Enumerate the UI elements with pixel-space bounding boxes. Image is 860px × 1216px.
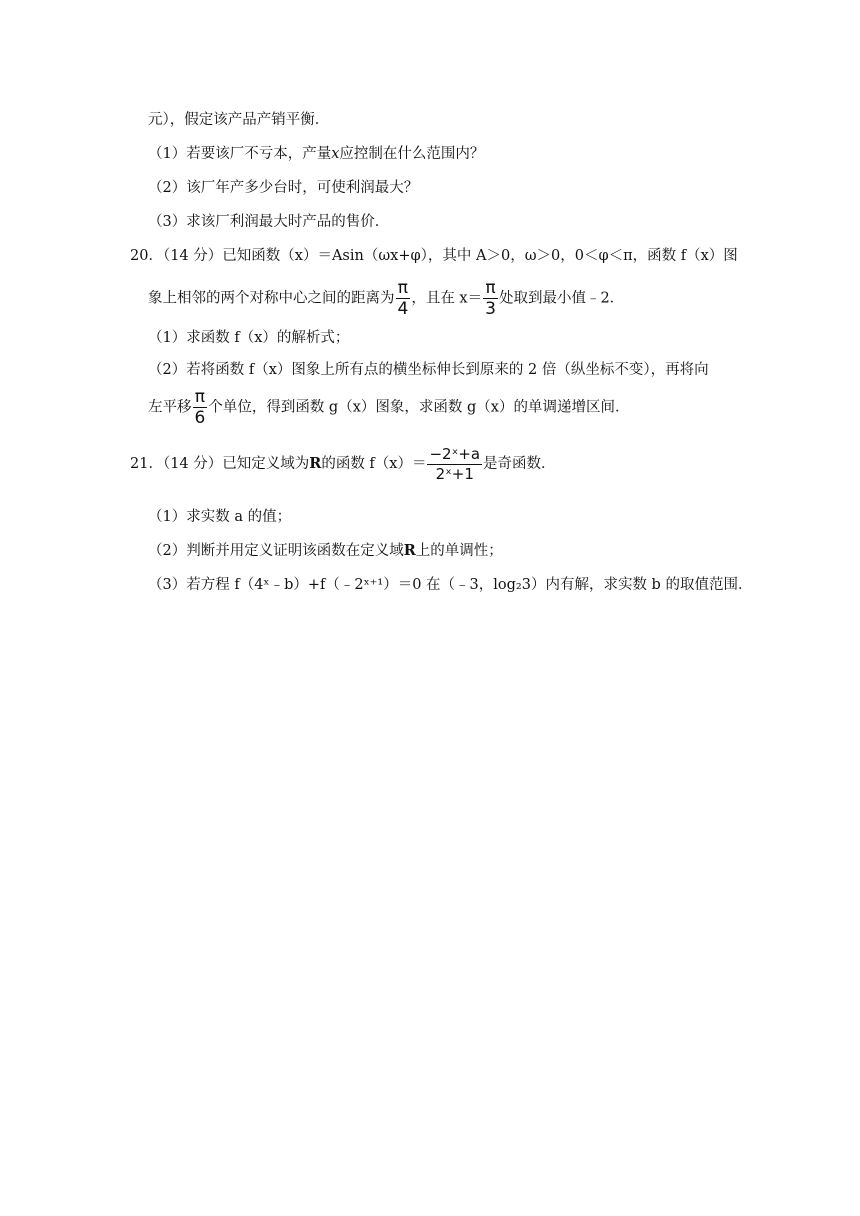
q20-part1: （1）求函数 f（x）的解析式； xyxy=(148,330,350,346)
fraction-function-definition xyxy=(427,445,482,484)
q21-stem-tail: 是奇函数． xyxy=(483,456,556,472)
q20-stem-line1-text: 20．（14 分）已知函数 xyxy=(130,248,281,264)
q21-stem-b: 的函数 f（x）＝ xyxy=(321,456,427,472)
q20-line5-a: 左平移 xyxy=(148,399,192,416)
fraction-denominator: 3 xyxy=(485,299,496,319)
q20-stem-line1 xyxy=(130,246,738,266)
q21-stem xyxy=(130,443,556,484)
fraction-denominator: 4 xyxy=(397,299,409,319)
q19-part2: （2）该厂年产多少台时，可使利润最大？ xyxy=(148,180,419,196)
q19-part3: （3）求该厂利润最大时产品的售价． xyxy=(148,214,390,230)
q20-line5-b: 个单位，得到函数 g（x）图象，求函数 g（x）的单调递增区间． xyxy=(208,399,630,416)
q20-line2-a: 象上相邻的两个对称中心之间的距离为 xyxy=(148,290,395,307)
q20-line2-b: ，且在 x＝ xyxy=(411,290,483,307)
q20-line2-c: 处取到最小值﹣2． xyxy=(498,290,625,307)
q21-stem-a: 21．（14 分）已知定义域为 xyxy=(130,456,310,472)
q19-part1-tail: 应控制在什么范围内？ xyxy=(339,146,485,162)
q19-continuation: 元），假定该产品产销平衡． xyxy=(148,112,330,128)
fraction-denominator: 2ˣ+1 xyxy=(427,464,482,484)
fraction-pi-over-3 xyxy=(483,278,498,319)
q21-part2-R: R xyxy=(403,542,416,559)
fraction-denominator: 6 xyxy=(194,408,206,428)
q20-stem-line2 xyxy=(148,278,624,319)
fraction-pi-over-6 xyxy=(193,387,208,428)
fraction-numerator: π xyxy=(485,278,496,298)
q21-domain-R: R xyxy=(309,455,322,472)
q21-part2-b: 上的单调性； xyxy=(415,543,503,559)
q21-part2-a: （2）判断并用定义证明该函数在定义域 xyxy=(148,543,404,559)
q19-part1-var: x xyxy=(331,146,340,162)
q20-part2: （2）若将函数 f（x）图象上所有点的横坐标伸长到原来的 2 倍（纵坐标不变），再将向 xyxy=(148,362,709,378)
q19-part1-lead: （1）若要该厂不亏本，产量 xyxy=(148,146,332,162)
q21-part1: （1）求实数 a 的值； xyxy=(148,509,292,525)
q20-stem-equation: （x）＝Asin（ωx+φ），其中 A＞0，ω＞0，0＜φ＜π，函数 f（x）图 xyxy=(280,248,738,264)
fraction-pi-over-4 xyxy=(396,278,411,319)
fraction-numerator: π xyxy=(194,387,206,407)
fraction-numerator: −2ˣ+a xyxy=(429,444,481,463)
q19-part1 xyxy=(148,144,484,164)
fraction-numerator: π xyxy=(397,278,409,298)
q20-part2-line2 xyxy=(148,387,629,428)
q21-part3: （3）若方程 f（4ˣ﹣b）+f（﹣2ˣ⁺¹）＝0 在（﹣3，log₂3）内有解，求实数 b 的取值范围． xyxy=(148,577,753,593)
q21-part2 xyxy=(148,541,503,561)
